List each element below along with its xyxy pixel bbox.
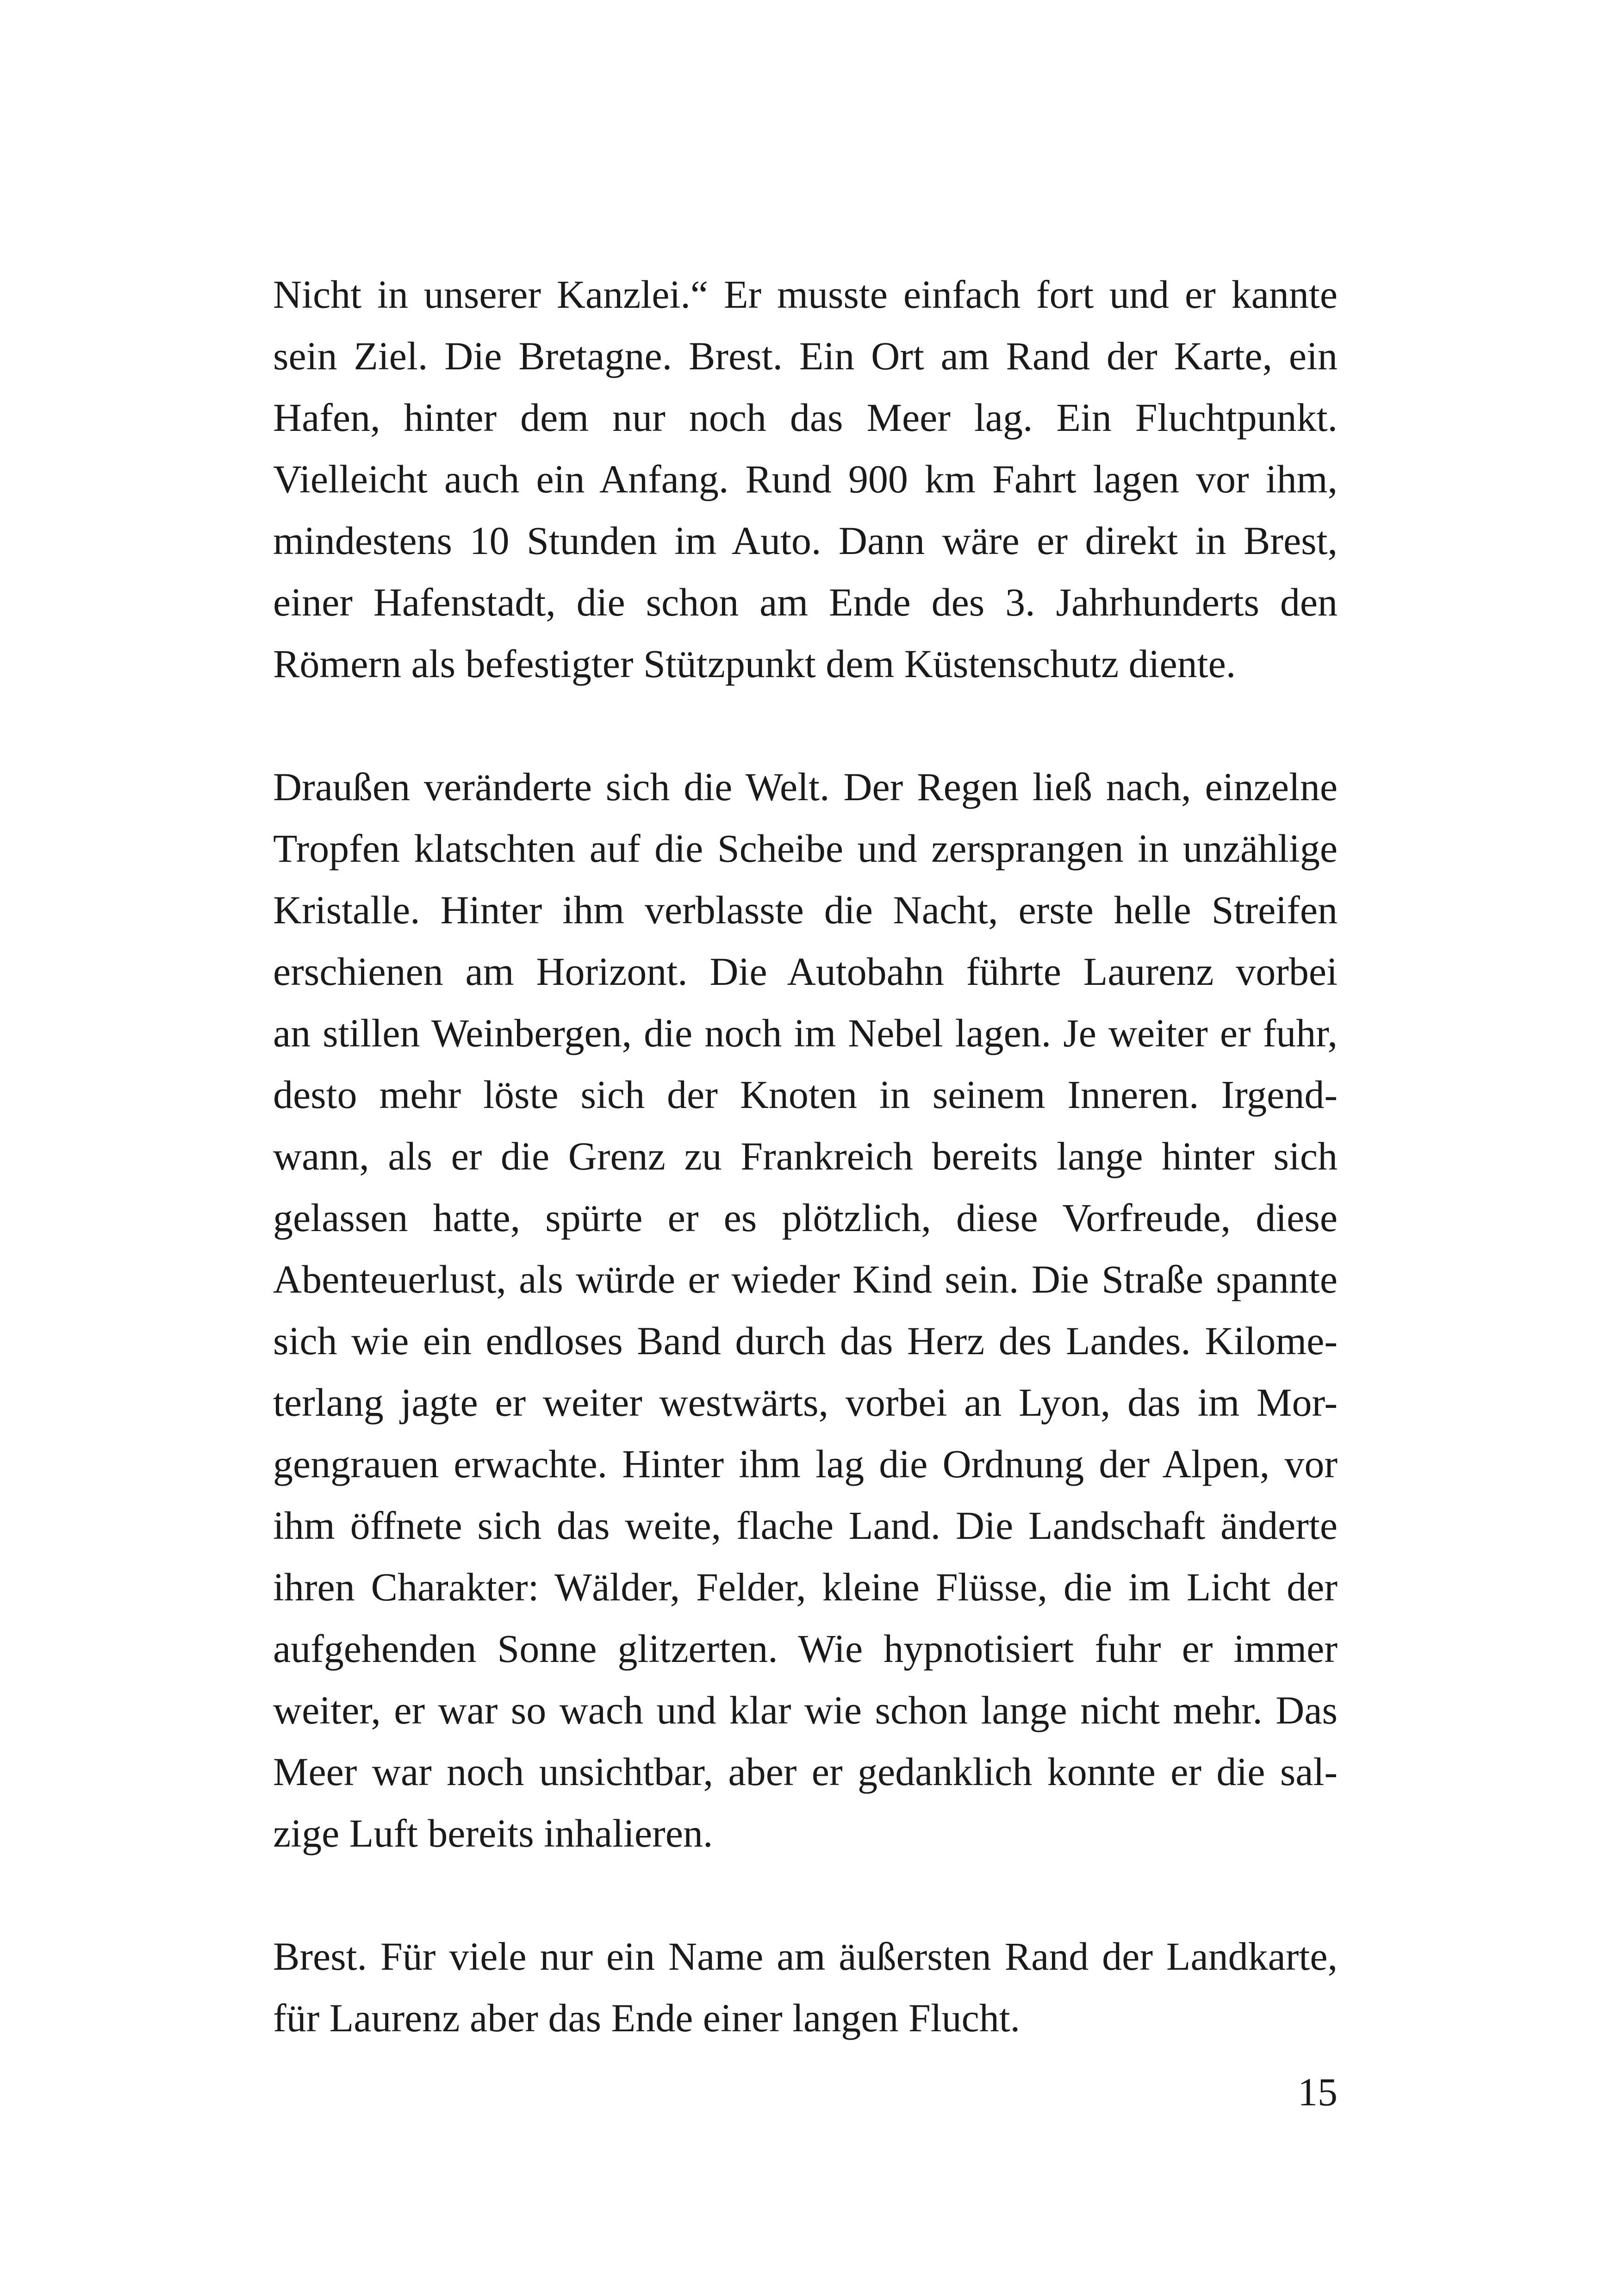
text-line: ihren Charakter: Wälder, Felder, kleine Flüsse, die im Licht der xyxy=(273,1565,1338,1609)
page-number: 15 xyxy=(1298,2070,1338,2114)
text-line: Brest. Für viele nur ein Name am äußersten Rand der Landkarte, xyxy=(273,1934,1338,1979)
text-line: gelassen hatte, spürte er es plötzlich, diese Vorfreude, diese xyxy=(273,1195,1338,1240)
text-line: Meer war noch unsichtbar, aber er gedanklich konnte er die sal- xyxy=(273,1749,1338,1794)
text-line: Nicht in unserer Kanzlei.“ Er musste einfach fort und er kannte xyxy=(273,272,1338,317)
text-line: Römern als befestigter Stützpunkt dem Küstenschutz diente. xyxy=(273,641,1236,686)
text-line: einer Hafenstadt, die schon am Ende des 3. Jahrhunderts den xyxy=(273,580,1338,624)
text-line: ihm öffnete sich das weite, flache Land. Die Landschaft änderte xyxy=(273,1503,1338,1548)
text-line: desto mehr löste sich der Knoten in seinem Inneren. Irgend- xyxy=(273,1072,1338,1117)
paragraph xyxy=(273,1926,1338,2049)
text-line: weiter, er war so wach und klar wie schon lange nicht mehr. Das xyxy=(273,1688,1338,1732)
text-line: Vielleicht auch ein Anfang. Rund 900 km Fahrt lagen vor ihm, xyxy=(273,457,1338,501)
text-line: gengrauen erwachte. Hinter ihm lag die Ordnung der Alpen, vor xyxy=(273,1442,1338,1486)
text-line: mindestens 10 Stunden im Auto. Dann wäre er direkt in Brest, xyxy=(273,518,1338,563)
text-line: Hafen, hinter dem nur noch das Meer lag. Ein Fluchtpunkt. xyxy=(273,395,1338,440)
text-line: aufgehenden Sonne glitzerten. Wie hypnotisiert fuhr er immer xyxy=(273,1626,1338,1671)
text-line: zige Luft bereits inhalieren. xyxy=(273,1811,713,1855)
text-line: an stillen Weinbergen, die noch im Nebel lagen. Je weiter er fuhr, xyxy=(273,1011,1338,1055)
text-line: Tropfen klatschten auf die Scheibe und zersprangen in unzählige xyxy=(273,826,1338,871)
text-line: Draußen veränderte sich die Welt. Der Regen ließ nach, einzelne xyxy=(273,765,1338,809)
body-text xyxy=(273,264,1338,2110)
paragraph xyxy=(273,264,1338,695)
text-line: terlang jagte er weiter westwärts, vorbei an Lyon, das im Mor- xyxy=(273,1380,1338,1425)
text-line: Kristalle. Hinter ihm verblasste die Nacht, erste helle Streifen xyxy=(273,888,1338,932)
text-line: erschienen am Horizont. Die Autobahn führte Laurenz vorbei xyxy=(273,949,1338,994)
text-line: wann, als er die Grenz zu Frankreich bereits lange hinter sich xyxy=(273,1134,1338,1178)
paragraph xyxy=(273,756,1338,1864)
text-line: sich wie ein endloses Band durch das Herz des Landes. Kilome- xyxy=(273,1319,1338,1363)
text-line: Abenteuerlust, als würde er wieder Kind sein. Die Straße spannte xyxy=(273,1257,1338,1301)
text-line: für Laurenz aber das Ende einer langen Flucht. xyxy=(273,1996,1021,2040)
text-line: sein Ziel. Die Bretagne. Brest. Ein Ort am Rand der Karte, ein xyxy=(273,334,1338,378)
